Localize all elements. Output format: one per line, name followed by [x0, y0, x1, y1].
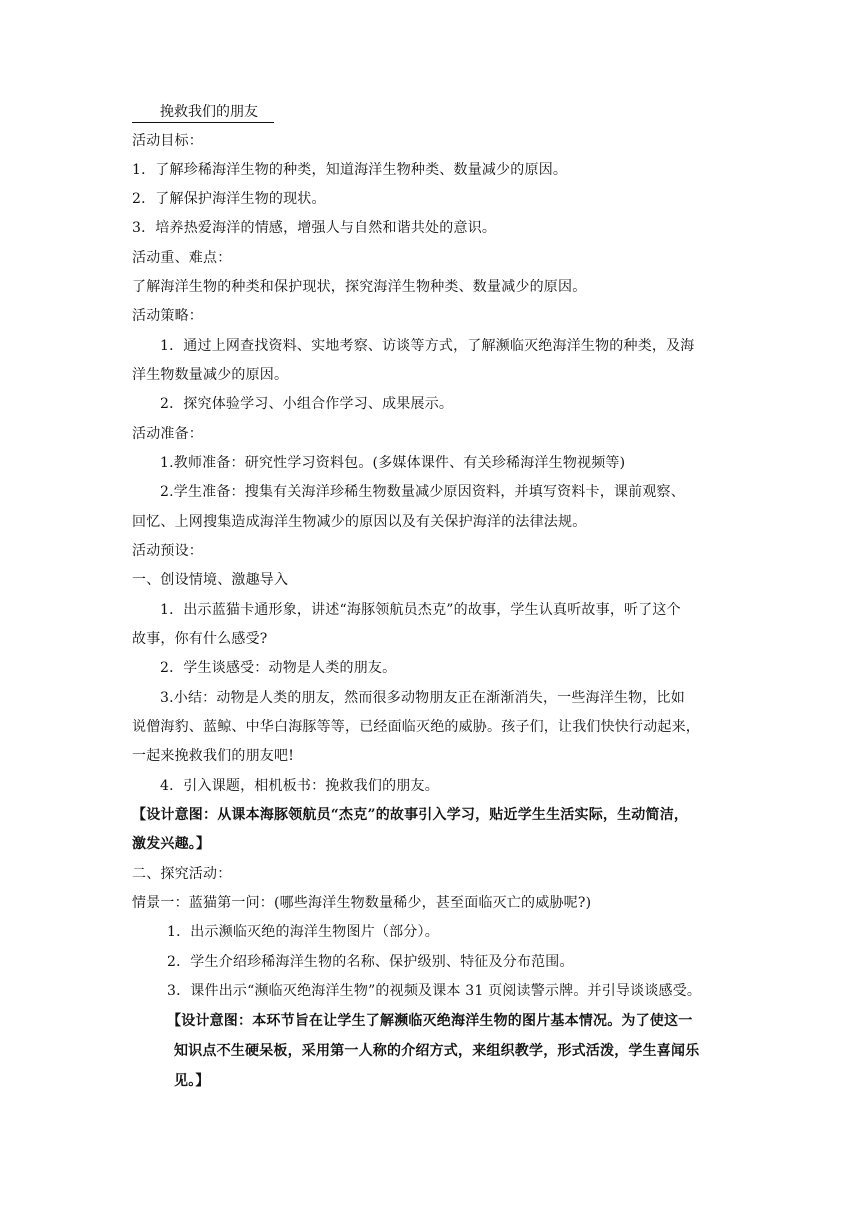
- section-1-item-2: 2．学生谈感受：动物是人类的朋友。: [160, 660, 397, 676]
- scenario-1-heading: 情景一：蓝猫第一问：(哪些海洋生物数量稀少，甚至面临灭亡的威胁呢?): [132, 895, 592, 911]
- section-1-item-4: 4．引入课题，相机板书：挽救我们的朋友。: [160, 778, 439, 794]
- scenario-1-item-3: 3．课件出示“濒临灭绝海洋生物”的视频及课本 31 页阅读警示牌。并引导谈谈感受。: [167, 983, 702, 999]
- section-1-item-3-cont: 说僧海豹、蓝鲸、中华白海豚等等，已经面临灭绝的威胁。孩子们，让我们快快行动起来，: [132, 719, 700, 735]
- strategy-item-1-cont: 洋生物数量减少的原因。: [132, 367, 289, 383]
- design-intent-1: 【设计意图：从课本海豚领航员“杰克”的故事引入学习，贴近学生生活实际，生动简洁，: [132, 807, 689, 823]
- section-1-heading: 一、创设情境、激趣导入: [132, 572, 289, 588]
- key-points-text: 了解海洋生物的种类和保护现状，探究海洋生物种类、数量减少的原因。: [132, 279, 587, 295]
- heading-preparation: 活动准备：: [132, 426, 203, 442]
- preparation-teacher: 1.教师准备：研究性学习资料包。(多媒体课件、有关珍稀海洋生物视频等): [160, 455, 626, 471]
- heading-key-points: 活动重、难点：: [132, 250, 232, 266]
- design-intent-2: 【设计意图：本环节旨在让学生了解濒临灭绝海洋生物的图片基本情况。为了使这一: [167, 1013, 693, 1029]
- heading-activity-goals: 活动目标：: [132, 133, 203, 149]
- preparation-student: 2.学生准备：搜集有关海洋珍稀生物数量减少原因资料，并填写资料卡，课前观察、: [160, 484, 685, 500]
- heading-strategy: 活动策略：: [132, 308, 203, 324]
- document-title: [132, 102, 274, 123]
- design-intent-2-cont-2: 见。】: [174, 1073, 210, 1089]
- section-1-item-1-cont: 故事，你有什么感受?: [132, 631, 268, 647]
- goal-item-1: 1．了解珍稀海洋生物的种类，知道海洋生物种类、数量减少的原因。: [132, 162, 568, 178]
- design-intent-2-cont: 知识点不生硬呆板，采用第一人称的介绍方式，来组织教学，形式活泼，学生喜闻乐: [174, 1043, 700, 1059]
- strategy-item-1: 1．通过上网查找资料、实地考察、访谈等方式，了解濒临灭绝海洋生物的种类，及海: [160, 338, 695, 354]
- goal-item-3: 3．培养热爱海洋的情感，增强人与自然和谐共处的意识。: [132, 220, 497, 236]
- section-1-item-3-cont-2: 一起来挽救我们的朋友吧!: [132, 748, 295, 764]
- scenario-1-item-2: 2．学生介绍珍稀海洋生物的名称、保护级别、特征及分布范围。: [167, 954, 574, 970]
- goal-item-2: 2．了解保护海洋生物的现状。: [132, 191, 326, 207]
- design-intent-1-cont: 激发兴趣。】: [132, 836, 211, 852]
- preparation-student-cont: 回忆、上网搜集造成海洋生物减少的原因以及有关保护海洋的法律法规。: [132, 514, 587, 530]
- strategy-item-2: 2．探究体验学习、小组合作学习、成果展示。: [160, 396, 454, 412]
- document-title-text: 挽救我们的朋友: [160, 104, 258, 120]
- section-2-heading: 二、探究活动：: [132, 866, 232, 882]
- heading-activity-plan: 活动预设：: [132, 543, 203, 559]
- section-1-item-1: 1．出示蓝猫卡通形象，讲述“海豚领航员杰克”的故事，学生认真听故事，听了这个: [160, 602, 681, 618]
- scenario-1-item-1: 1．出示濒临灭绝的海洋生物图片（部分）。: [167, 924, 439, 940]
- section-1-item-3: 3.小结：动物是人类的朋友，然而很多动物朋友正在渐渐消失，一些海洋生物，比如: [160, 690, 685, 706]
